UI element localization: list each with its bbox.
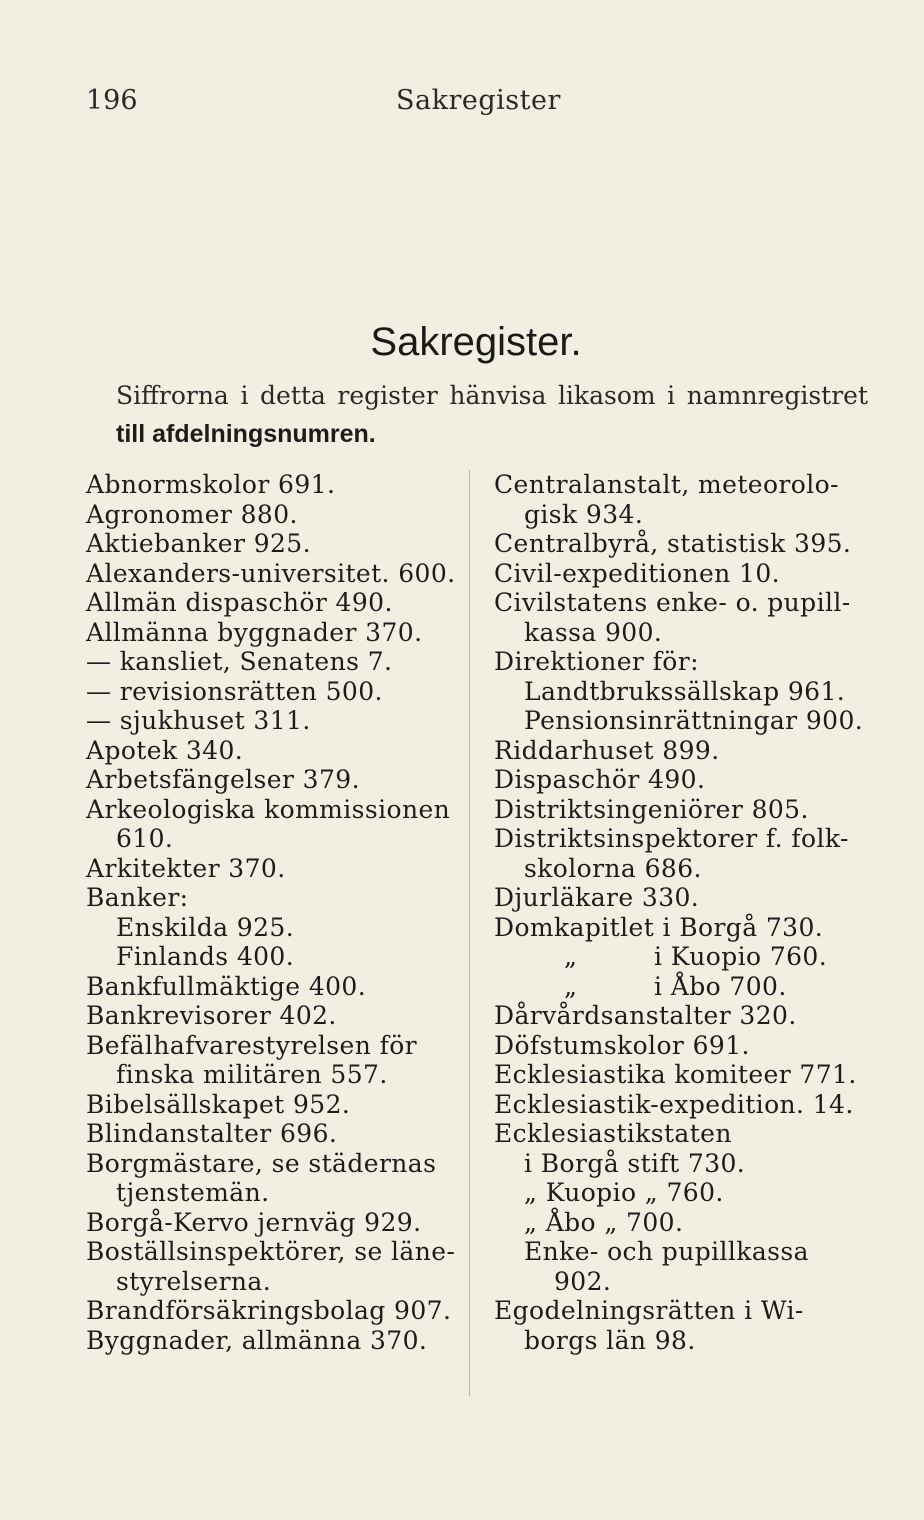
index-entry: Centralanstalt, meteorolo- (494, 470, 839, 499)
page-title: Sakregister. (370, 320, 582, 364)
index-entry: Banker: (86, 883, 189, 912)
index-entry-text: i Åbo 700. (654, 971, 787, 1001)
index-entry: Arkitekter 370. (86, 853, 286, 883)
index-entry: Domkapitlet i Borgå 730. (494, 912, 824, 942)
index-entry-ditto (494, 972, 870, 1002)
index-entry: Boställsinspektörer, se läne- (86, 1237, 456, 1266)
index-entry: Allmänna byggnader 370. (86, 617, 423, 647)
index-entry: Befälhafvarestyrelsen för (86, 1030, 418, 1060)
index-entry: Arkeologiska kommissionen (86, 794, 451, 824)
index-entry: Riddarhuset 899. (494, 735, 720, 765)
index-entry-continuation: styrelserna. (116, 1266, 272, 1296)
index-entry: — sjukhuset 311. (86, 706, 311, 735)
index-entry: Apotek 340. (86, 735, 244, 765)
index-entry-continuation: gisk 934. (524, 499, 644, 529)
index-subentry: Enskilda 925. (116, 912, 295, 942)
index-entry-text: i Kuopio 760. (654, 942, 828, 971)
index-entry: — kansliet, Senatens 7. (86, 647, 393, 676)
index-entry-continuation: skolorna 686. (524, 853, 702, 883)
index-entry: Borgå-Kervo jernväg 929. (86, 1207, 422, 1237)
index-entry: Civil-expeditionen 10. (494, 558, 780, 588)
index-entry: Brandförsäkringsbolag 907. (86, 1296, 452, 1325)
index-entry-continuation: kassa 900. (524, 617, 663, 647)
index-entry: Abnormskolor 691. (86, 470, 336, 499)
index-entry: Civilstatens enke- o. pupill- (494, 588, 851, 617)
column-divider (469, 470, 470, 1396)
intro-line-1: Siffrorna i detta register hänvisa likasom i namnregistret (116, 381, 868, 410)
index-entry: Distriktsinspektorer f. folk- (494, 824, 849, 853)
intro-line-2: till afdelningsnumren. (116, 420, 376, 448)
index-subentry: „ Åbo „ 700. (524, 1207, 684, 1237)
index-entry: Blindanstalter 696. (86, 1119, 338, 1148)
ditto-mark: „ (564, 971, 578, 1001)
index-subentry: Pensionsinrättningar 900. (524, 706, 864, 735)
index-entry: Ecklesiastikstaten (494, 1119, 732, 1148)
index-entry: Allmän dispaschör 490. (86, 588, 393, 617)
index-entry-continuation: finska militären 557. (116, 1060, 388, 1089)
index-entry: Ecklesiastik-expedition. 14. (494, 1089, 854, 1119)
index-subentry: Landtbrukssällskap 961. (524, 676, 846, 706)
index-subentry: Enke- och pupillkassa (524, 1237, 809, 1266)
index-column-left (86, 470, 456, 1355)
index-entry-continuation: 902. (554, 1266, 612, 1296)
index-entry: Distriktsingeniörer 805. (494, 794, 809, 824)
index-entry: Djurläkare 330. (494, 883, 700, 912)
index-entry: — revisionsrätten 500. (86, 676, 383, 706)
index-entry: Bankfullmäktige 400. (86, 971, 367, 1001)
index-entry: Agronomer 880. (86, 499, 298, 529)
index-entry: Borgmästare, se städernas (86, 1148, 437, 1178)
index-entry-continuation: borgs län 98. (524, 1325, 696, 1355)
index-entry: Alexanders-universitet. 600. (86, 558, 456, 588)
page-number: 196 (86, 85, 138, 116)
index-column-right (494, 470, 870, 1355)
index-entry: Arbetsfängelser 379. (86, 765, 360, 794)
index-entry: Egodelningsrätten i Wi- (494, 1296, 804, 1325)
index-entry-continuation: tjenstemän. (116, 1178, 270, 1207)
index-subentry: „ Kuopio „ 760. (524, 1178, 724, 1207)
index-entry: Bankrevisorer 402. (86, 1001, 337, 1030)
index-subentry: Finlands 400. (116, 942, 295, 971)
index-subentry: i Borgå stift 730. (524, 1148, 746, 1178)
index-entry-ditto (494, 942, 870, 972)
index-entry: Ecklesiastika komiteer 771. (494, 1060, 857, 1089)
index-entry-continuation: 610. (116, 824, 174, 853)
index-entry: Centralbyrå, statistisk 395. (494, 529, 852, 558)
index-entry: Bibelsällskapet 952. (86, 1089, 351, 1119)
index-entry: Dispaschör 490. (494, 765, 706, 794)
index-entry: Döfstumskolor 691. (494, 1030, 750, 1060)
index-entry: Aktiebanker 925. (86, 529, 311, 558)
ditto-mark: „ (564, 942, 578, 971)
index-entry: Direktioner för: (494, 647, 699, 676)
index-entry: Dårvårdsanstalter 320. (494, 1001, 797, 1030)
index-entry: Byggnader, allmänna 370. (86, 1325, 428, 1355)
running-title: Sakregister (396, 85, 561, 116)
